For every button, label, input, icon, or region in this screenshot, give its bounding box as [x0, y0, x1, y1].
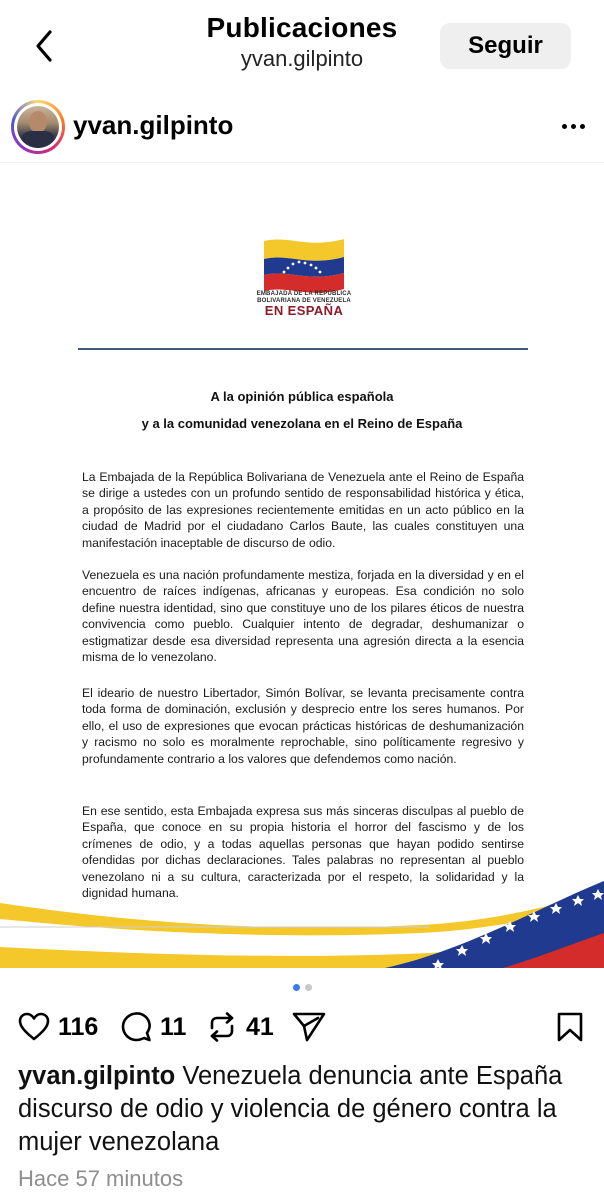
caption-text: Venezuela denuncia ante España discurso de odio y violencia de género contra la mujer venezolana	[18, 1062, 563, 1156]
comment-bubble-icon	[120, 1011, 152, 1043]
emblem-text-line2: BOLIVARIANA DE VENEZUELA	[257, 298, 351, 304]
like-button[interactable]	[18, 1010, 98, 1044]
post-actions	[0, 1004, 604, 1050]
venezuela-flag-emblem	[258, 233, 350, 295]
more-options-button[interactable]	[560, 114, 586, 138]
emblem-text-line1: EMBAJADA DE LA REPÚBLICA	[256, 291, 352, 297]
flag-wave-footer	[0, 863, 604, 968]
carousel-dot-2	[305, 984, 312, 991]
page-subtitle-username: yvan.gilpinto	[240, 46, 364, 71]
document-heading-line1: A la opinión pública española	[210, 389, 394, 404]
chevron-left-icon	[30, 28, 60, 64]
bookmark-icon	[556, 1011, 584, 1043]
page-title: Publicaciones	[206, 12, 398, 43]
document-paragraph-3: El ideario de nuestro Libertador, Simón Bolívar, se levanta precisamente contra toda forma de dominación, exclusión y desprecio entre los seres humanos. Por ello, el uso de expresiones que evocan prácticas históricas de deshumanización y racismo no solo es moralmente reprochable, sino políticamente regresivo y profundamente contrario a los valores que defendemos como nación.	[82, 686, 524, 766]
carousel-dot-1	[293, 984, 300, 991]
document-paragraph-1: La Embajada de la República Bolivariana de Venezuela ante el Reino de España se dirige a ustedes con un profundo sentido de responsabilidad histórica y ética, a propósito de las expresiones recientemente emitidas en un acto público en la ciudad de Madrid por el ciudadano Carlos Baute, las cuales constituyen una manifestación inaceptable de discurso de odio.	[82, 470, 524, 550]
document-paragraph-4: En ese sentido, esta Embajada expresa sus más sinceras disculpas al pueblo de España, que conoce en su propia historia el horror del fascismo y de los crímenes de odio, y a todas aquellas personas que hayan podido sentirse ofendidas por dichas declaraciones. Tales palabras no representan al pueblo venezolano ni a su cultura, caracterizada por el respeto, la solidaridad y la dignidad humana.	[82, 804, 524, 901]
emblem-text-spain: EN ESPAÑA	[264, 303, 344, 318]
comment-button[interactable]	[120, 1010, 186, 1044]
like-count: 116	[58, 1012, 99, 1041]
share-button[interactable]	[292, 1010, 326, 1044]
follow-button[interactable]: Seguir	[440, 23, 571, 69]
comment-count: 11	[160, 1012, 187, 1041]
repost-count: 41	[246, 1012, 274, 1041]
post-username[interactable]: yvan.gilpinto	[73, 110, 234, 140]
repost-button[interactable]	[206, 1010, 274, 1044]
send-icon	[292, 1011, 326, 1043]
post-header	[0, 92, 604, 162]
top-bar	[0, 0, 604, 90]
carousel-indicator	[0, 984, 604, 991]
avatar[interactable]	[11, 100, 65, 154]
document-paragraph-2: Venezuela es una nación profundamente mestiza, forjada en la diversidad y en el encuentro de raíces indígenas, africanas y europeas. Esa condición no solo define nuestra identidad, sino que constituye uno de los pilares éticos de nuestra convivencia como pueblo. Cualquier intento de degradar, deshumanizar o estigmatizar desde esa diversidad representa una agresión directa a la esencia misma de lo venezolano.	[82, 568, 524, 665]
post-caption	[18, 1060, 588, 1159]
document-divider	[78, 348, 528, 350]
post-image-document[interactable]	[0, 162, 604, 968]
heart-icon	[18, 1012, 50, 1042]
post-timestamp: Hace 57 minutos	[18, 1166, 184, 1191]
avatar-photo	[17, 106, 59, 148]
repost-icon	[206, 1011, 238, 1043]
caption-username[interactable]: yvan.gilpinto	[18, 1062, 176, 1090]
back-button[interactable]	[30, 28, 60, 64]
save-button[interactable]	[556, 1010, 584, 1044]
more-horizontal-icon	[562, 124, 567, 129]
document-heading-line2: y a la comunidad venezolana en el Reino de España	[141, 416, 463, 431]
